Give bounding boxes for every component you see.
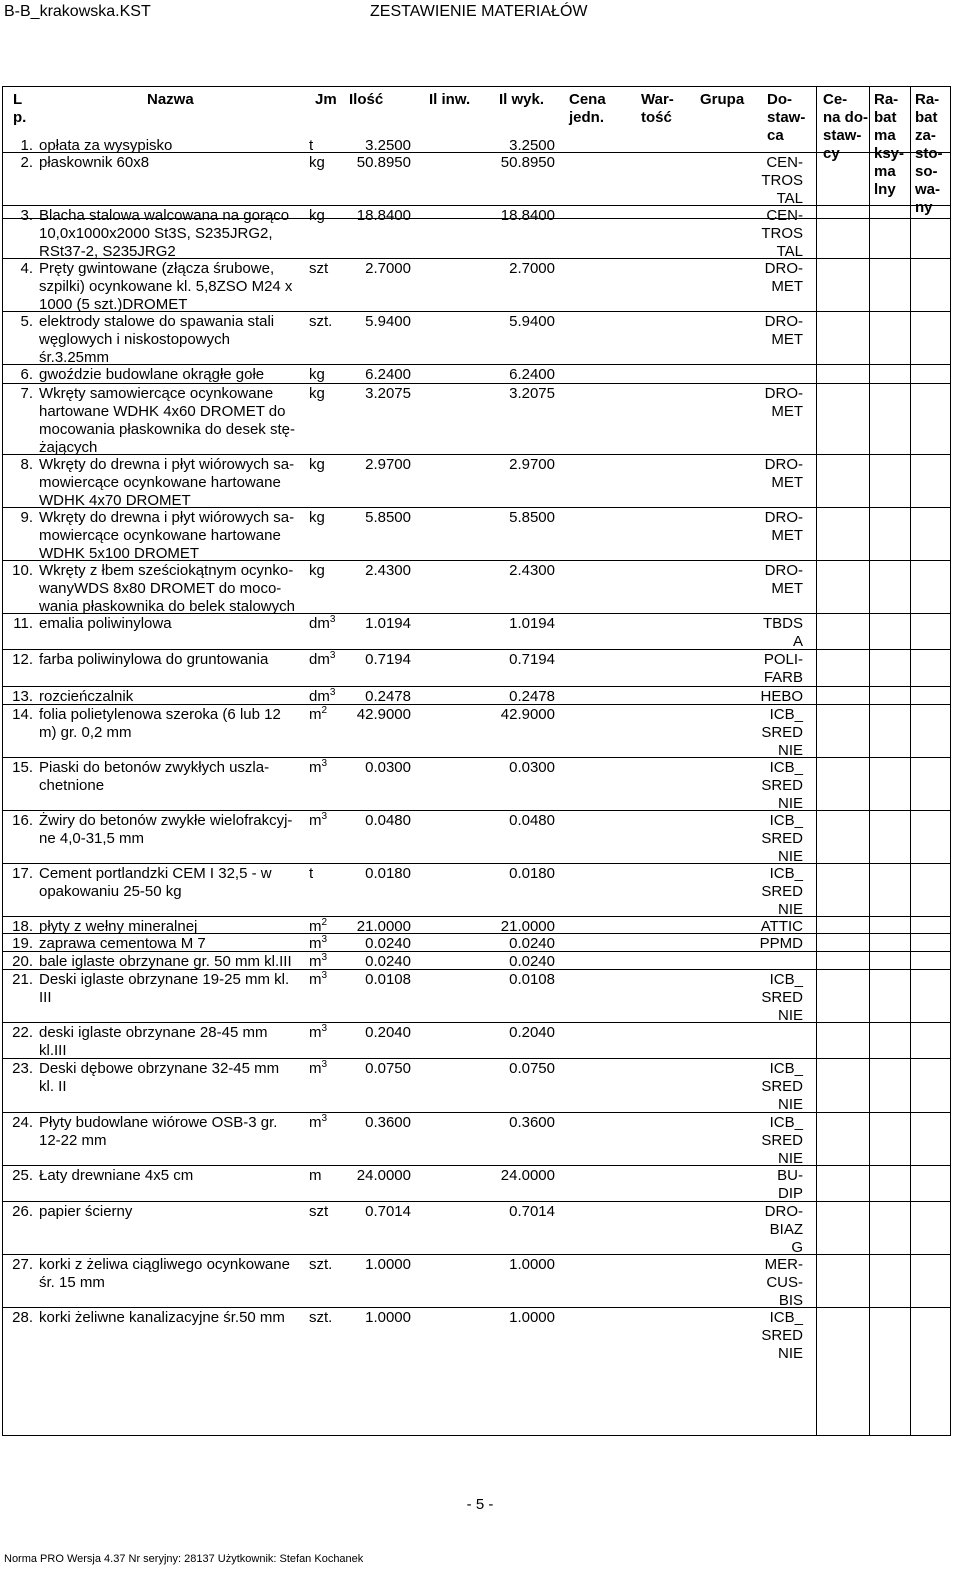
row-number: 25. [12, 1167, 33, 1184]
row-name: emalia poliwinylowa [39, 615, 172, 632]
col-cena: Cena jedn. [569, 91, 606, 126]
col-wartosc: War- tość [641, 91, 674, 126]
row-unit: szt. [309, 1309, 333, 1326]
row-supplier: POLI- FARB [763, 651, 803, 686]
row-quantity-executed: 42.9000 [500, 706, 555, 723]
row-quantity: 0.7194 [365, 651, 411, 668]
unit-exponent: 3 [329, 650, 336, 661]
row-quantity: 5.9400 [365, 313, 411, 330]
unit-exponent: 3 [321, 758, 328, 769]
row-supplier: ICB_ SRED NIE [761, 1114, 803, 1167]
row-quantity-executed: 2.9700 [509, 456, 555, 473]
row-number: 26. [12, 1203, 33, 1220]
row-divider [3, 1165, 950, 1166]
row-quantity: 0.0240 [365, 953, 411, 970]
unit-exponent: 3 [321, 1059, 328, 1070]
file-name: B-B_krakowska.KST [4, 3, 151, 20]
row-supplier: BU- DIP [777, 1167, 803, 1202]
row-number: 12. [12, 651, 33, 668]
col-il-inw: Il inw. [429, 91, 471, 108]
row-unit: $dm^3$ [309, 614, 336, 632]
row-divider [3, 1058, 950, 1059]
column-divider [816, 87, 817, 1435]
row-name: opłata za wysypisko [39, 137, 173, 154]
row-name: papier ścierny [39, 1203, 133, 1220]
row-divider [3, 507, 950, 508]
row-name: Piaski do betonów zwykłych uszla- chetnione [39, 759, 270, 794]
row-quantity: 0.7014 [365, 1203, 411, 1220]
row-divider [3, 613, 950, 614]
row-unit: kg [309, 385, 325, 402]
row-quantity-executed: 1.0000 [509, 1256, 555, 1273]
document-title: ZESTAWIENIE MATERIAŁÓW [370, 3, 588, 20]
row-divider [3, 686, 950, 687]
row-supplier: ICB_ SRED NIE [761, 812, 803, 865]
row-supplier: PPMD [759, 935, 803, 952]
row-name: korki żeliwne kanalizacyjne śr.50 mm [39, 1309, 285, 1326]
row-quantity-executed: 0.0750 [509, 1060, 555, 1077]
row-divider [3, 454, 950, 455]
row-divider [3, 152, 950, 153]
row-quantity-executed: 3.2075 [509, 385, 555, 402]
unit-exponent: 3 [329, 614, 336, 625]
row-divider [3, 933, 950, 934]
row-divider [3, 311, 950, 312]
row-quantity-executed: 0.7014 [509, 1203, 555, 1220]
row-divider [3, 560, 950, 561]
row-unit: $m^3$ [309, 970, 328, 988]
col-cena-dostawcy: Ce- na do- staw- cy [823, 91, 868, 162]
row-quantity-executed: 1.0194 [509, 615, 555, 632]
row-quantity-executed: 5.8500 [509, 509, 555, 526]
row-quantity: 0.0480 [365, 812, 411, 829]
row-quantity-executed: 6.2400 [509, 366, 555, 383]
row-quantity-executed: 0.0108 [509, 971, 555, 988]
row-name: Wkręty do drewna i płyt wiórowych sa- mowiercące ocynkowane hartowane WDHK 5x100 DROMET [39, 509, 295, 562]
row-quantity: 0.0180 [365, 865, 411, 882]
row-divider [3, 916, 950, 917]
row-supplier: TBDS A [762, 615, 803, 650]
row-number: 18. [12, 918, 33, 935]
row-divider [3, 1112, 950, 1113]
row-unit: kg [309, 207, 325, 224]
row-name: Żwiry do betonów zwykłe wielofrakcyj- ne 4,0-31,5 mm [39, 812, 293, 847]
row-unit: $m^3$ [309, 1023, 328, 1041]
row-divider [3, 1307, 950, 1308]
row-quantity: 6.2400 [365, 366, 411, 383]
row-number: 6. [20, 366, 33, 383]
row-number: 11. [13, 615, 33, 632]
col-grupa: Grupa [700, 91, 745, 108]
row-number: 7. [20, 385, 33, 402]
row-quantity: 0.2478 [365, 688, 411, 705]
page-header [0, 0, 960, 22]
row-number: 2. [20, 154, 33, 171]
row-unit: $m^3$ [309, 952, 328, 970]
row-number: 1. [20, 137, 33, 154]
footer-info: Norma PRO Wersja 4.37 Nr seryjny: 28137 Użytkownik: Stefan Kochanek [4, 1553, 364, 1565]
row-quantity-executed: 0.7194 [509, 651, 555, 668]
row-unit: kg [309, 154, 325, 171]
row-divider [3, 258, 950, 259]
row-quantity: 24.0000 [356, 1167, 411, 1184]
row-number: 14. [12, 706, 33, 723]
row-number: 4. [20, 260, 33, 277]
row-quantity-executed: 0.0300 [509, 759, 555, 776]
row-quantity: 1.0000 [365, 1309, 411, 1326]
row-quantity-executed: 24.0000 [500, 1167, 555, 1184]
row-quantity-executed: 0.0240 [509, 953, 555, 970]
unit-exponent: 3 [321, 1023, 328, 1034]
row-number: 21. [12, 971, 33, 988]
row-quantity-executed: 0.3600 [509, 1114, 555, 1131]
row-divider [3, 969, 950, 970]
row-number: 20. [12, 953, 33, 970]
row-unit: szt [309, 260, 329, 277]
row-name: Łaty drewniane 4x5 cm [39, 1167, 194, 1184]
row-divider [3, 1201, 950, 1202]
row-unit: kg [309, 456, 325, 473]
col-ilosc: Ilość [349, 91, 384, 108]
row-quantity: 1.0000 [365, 1256, 411, 1273]
row-unit: $m^3$ [309, 934, 328, 952]
row-unit: $dm^3$ [309, 650, 336, 668]
row-number: 17. [12, 865, 33, 882]
row-supplier: CEN- TROS TAL [761, 207, 803, 260]
row-name: zaprawa cementowa M 7 [39, 935, 206, 952]
row-name: korki z żeliwa ciągliwego ocynkowane śr. 15 mm [39, 1256, 290, 1291]
row-supplier: ICB_ SRED NIE [761, 865, 803, 918]
row-number: 28. [12, 1309, 33, 1326]
row-name: elektrody stalowe do spawania stali węglowych i niskostopowych śr.3.25mm [39, 313, 275, 366]
row-supplier: DRO- MET [764, 385, 803, 420]
row-quantity: 0.2040 [365, 1024, 411, 1041]
row-name: rozcieńczalnik [39, 688, 134, 705]
row-unit: kg [309, 366, 325, 383]
page-number: - 5 - [466, 1496, 494, 1513]
row-unit: kg [309, 562, 325, 579]
row-unit: $dm^3$ [309, 687, 336, 705]
row-divider [3, 364, 950, 365]
row-name: płyty z wełny mineralnej [39, 918, 198, 935]
row-quantity-executed: 3.2500 [509, 137, 555, 154]
row-divider [3, 704, 950, 705]
row-unit: $m^3$ [309, 811, 328, 829]
row-unit: szt. [309, 1256, 333, 1273]
col-il-wyk: Il wyk. [499, 91, 545, 108]
row-unit: $m^2$ [309, 705, 328, 723]
col-lp: L p. [13, 91, 27, 126]
row-quantity: 0.0750 [365, 1060, 411, 1077]
row-supplier: DRO- MET [764, 260, 803, 295]
row-unit: t [309, 865, 314, 882]
row-number: 9. [20, 509, 33, 526]
row-number: 15. [12, 759, 33, 776]
row-supplier: DRO- MET [764, 313, 803, 348]
row-name: bale iglaste obrzynane gr. 50 mm kl.III [39, 953, 292, 970]
row-supplier: DRO- MET [764, 562, 803, 597]
col-dostawca: Do- staw- ca [767, 91, 806, 144]
row-name: Cement portlandzki CEM I 32,5 - w opakowaniu 25-50 kg [39, 865, 272, 900]
row-quantity-executed: 18.8400 [500, 207, 555, 224]
col-rabat-zastosowany: Ra- bat za- sto- so- wa- ny [915, 91, 943, 216]
row-quantity: 1.0194 [365, 615, 411, 632]
materials-table [2, 86, 951, 1436]
row-divider [3, 1022, 950, 1023]
row-name: Blacha stalowa walcowana na gorąco 10,0x1000x2000 St3S, S235JRG2, RSt37-2, S235JRG2 [39, 207, 290, 260]
unit-exponent: 2 [321, 705, 328, 716]
col-jm: Jm [315, 91, 337, 108]
column-divider [869, 87, 870, 1435]
row-quantity-executed: 0.0180 [509, 865, 555, 882]
row-quantity-executed: 0.0240 [509, 935, 555, 952]
row-quantity: 2.4300 [365, 562, 411, 579]
row-name: Wkręty samowiercące ocynkowane hartowane WDHK 4x60 DROMET do mocowania płaskownika do desek stę- żających [39, 385, 295, 456]
unit-exponent: 3 [321, 1113, 328, 1124]
row-divider [3, 383, 950, 384]
column-divider [910, 87, 911, 1435]
row-number: 8. [20, 456, 33, 473]
row-divider [3, 810, 950, 811]
row-number: 23. [12, 1060, 33, 1077]
row-quantity: 0.0108 [365, 971, 411, 988]
row-name: deski iglaste obrzynane 28-45 mm kl.III [39, 1024, 268, 1059]
row-supplier: DRO- MET [764, 456, 803, 491]
row-divider [3, 951, 950, 952]
row-name: gwoździe budowlane okrągłe gołe [39, 366, 265, 383]
row-supplier: ICB_ SRED NIE [761, 971, 803, 1024]
row-unit: szt [309, 1203, 329, 1220]
row-name: Deski iglaste obrzynane 19-25 mm kl. III [39, 971, 290, 1006]
row-name: Wkręty do drewna i płyt wiórowych sa- mowiercące ocynkowane hartowane WDHK 4x70 DROMET [39, 456, 295, 509]
row-supplier: HEBO [760, 688, 803, 705]
row-number: 22. [12, 1024, 33, 1041]
row-divider [3, 649, 950, 650]
row-supplier: DRO- MET [764, 509, 803, 544]
row-number: 24. [12, 1114, 33, 1131]
unit-exponent: 3 [321, 970, 328, 981]
row-quantity-executed: 0.0480 [509, 812, 555, 829]
row-number: 19. [12, 935, 33, 952]
row-quantity: 3.2500 [365, 137, 411, 154]
row-number: 5. [20, 313, 33, 330]
unit-exponent: 3 [321, 811, 328, 822]
row-name: farba poliwinylowa do gruntowania [39, 651, 269, 668]
unit-exponent: 3 [321, 934, 328, 945]
row-quantity: 0.0240 [365, 935, 411, 952]
row-name: płaskownik 60x8 [39, 154, 150, 171]
row-quantity-executed: 5.9400 [509, 313, 555, 330]
row-divider [3, 205, 950, 206]
row-divider [3, 757, 950, 758]
row-quantity-executed: 2.7000 [509, 260, 555, 277]
row-quantity-executed: 0.2040 [509, 1024, 555, 1041]
row-number: 16. [12, 812, 33, 829]
row-supplier: DRO- BIAZ G [764, 1203, 803, 1256]
row-quantity: 21.0000 [356, 918, 411, 935]
row-unit: $m^2$ [309, 917, 328, 935]
row-quantity: 18.8400 [356, 207, 411, 224]
row-quantity-executed: 1.0000 [509, 1309, 555, 1326]
row-supplier: ICB_ SRED NIE [761, 1060, 803, 1113]
row-name: Wkręty z łbem sześciokątnym ocynko- wanyWDS 8x80 DROMET do moco- wania płaskownika do belek stalowych [39, 562, 295, 615]
row-quantity: 42.9000 [356, 706, 411, 723]
row-quantity-executed: 0.2478 [509, 688, 555, 705]
row-unit: t [309, 137, 314, 154]
row-quantity-executed: 50.8950 [500, 154, 555, 171]
row-divider [3, 863, 950, 864]
col-nazwa: Nazwa [147, 91, 194, 108]
row-supplier: MER- CUS- BIS [764, 1256, 803, 1309]
row-supplier: ICB_ SRED NIE [761, 706, 803, 759]
row-unit: $m^3$ [309, 758, 328, 776]
row-quantity: 0.0300 [365, 759, 411, 776]
row-supplier: CEN- TROS TAL [761, 154, 803, 207]
unit-exponent: 3 [321, 952, 328, 963]
unit-exponent: 3 [329, 687, 336, 698]
row-quantity: 2.7000 [365, 260, 411, 277]
row-unit: $m^3$ [309, 1113, 328, 1131]
row-number: 10. [12, 562, 33, 579]
row-unit: szt. [309, 313, 333, 330]
row-supplier: ICB_ SRED NIE [761, 1309, 803, 1362]
row-supplier: ICB_ SRED NIE [761, 759, 803, 812]
row-quantity: 5.8500 [365, 509, 411, 526]
row-quantity: 2.9700 [365, 456, 411, 473]
row-quantity-executed: 2.4300 [509, 562, 555, 579]
row-number: 27. [12, 1256, 33, 1273]
unit-exponent: 2 [321, 917, 328, 928]
row-unit: m [309, 1167, 322, 1184]
row-unit: $m^3$ [309, 1059, 328, 1077]
row-name: Deski dębowe obrzynane 32-45 mm kl. II [39, 1060, 280, 1095]
row-quantity: 0.3600 [365, 1114, 411, 1131]
row-name: Pręty gwintowane (złącza śrubowe, szpilki) ocynkowane kl. 5,8ZSO M24 x 1000 (5 szt.)DROMET [39, 260, 293, 313]
row-quantity: 3.2075 [365, 385, 411, 402]
row-number: 13. [12, 688, 33, 705]
row-number: 3. [20, 207, 33, 224]
row-name: folia polietylenowa szeroka (6 lub 12 m) gr. 0,2 mm [39, 706, 281, 741]
col-rabat-maksymalny: Ra- bat ma ksy- ma lny [874, 91, 905, 198]
row-divider [3, 1254, 950, 1255]
row-quantity: 50.8950 [356, 154, 411, 171]
row-quantity-executed: 21.0000 [500, 918, 555, 935]
row-supplier: ATTIC [760, 918, 803, 935]
row-unit: kg [309, 509, 325, 526]
row-name: Płyty budowlane wiórowe OSB-3 gr. 12-22 mm [39, 1114, 278, 1149]
